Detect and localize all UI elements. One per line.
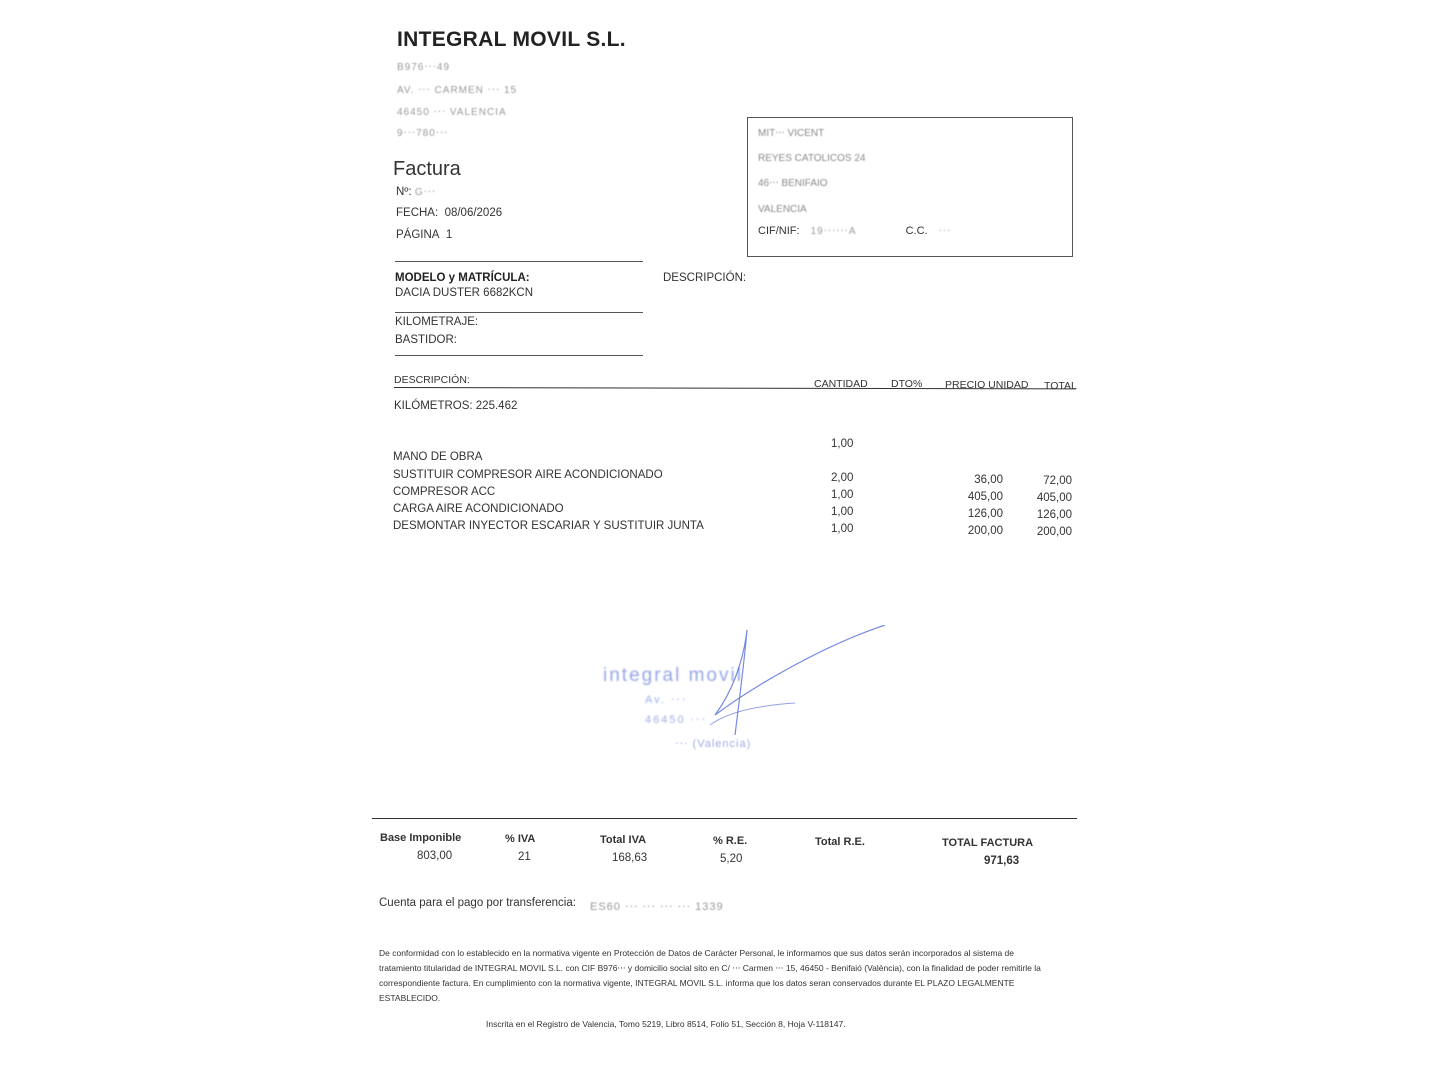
client-cif-label: CIF/NIF: xyxy=(758,225,800,237)
km-note: KILÓMETROS: 225.462 xyxy=(394,400,518,412)
col-description: DESCRIPCIÓN: xyxy=(394,374,470,386)
invoice-page-value: 1 xyxy=(445,229,453,241)
invoice-number-label: Nº: xyxy=(396,186,412,198)
row-unit-price: 405,00 xyxy=(967,491,1003,503)
invoice-total-value: 971,63 xyxy=(984,855,1020,867)
iva-total-value: 168,63 xyxy=(612,852,648,864)
row-description: COMPRESOR ACC xyxy=(393,486,496,498)
registry-note: Inscrita en el Registro de Valencia, Tomo 5219, Libro 8514, Folio 51, Sección 8, Hoja V-118147. xyxy=(486,1019,846,1029)
row-quantity: 1,00 xyxy=(831,506,854,518)
base-value: 803,00 xyxy=(417,850,453,862)
client-cc-label: C.C. xyxy=(905,225,928,237)
invoice-number xyxy=(396,186,436,198)
invoice-date-value: 08/06/2026 xyxy=(444,207,503,219)
re-pct-label: % R.E. xyxy=(713,835,748,847)
row-total: 126,00 xyxy=(1036,509,1072,521)
stamp-line-1: integral movil xyxy=(603,665,743,686)
col-total: TOTAL xyxy=(1044,380,1077,392)
legal-notice: De conformidad con lo establecido en la normativa vigente en Protección de Datos de Carácter Personal, le informamos que sus datos serán incorporados al sistema de tratamiento titularidad de INTEGRAL MOVIL S.L. con CIF B976‧‧‧ y domicilio social sito en C/ ‧‧‧ Carmen ‧‧‧ 15, 46450 - Benifaió (València), con la finalidad de poder remitirle la correspondiente factura. En cumplimiento con la normativa vigente, INTEGRAL MOVIL S.L. informa que los datos seran conservados durante EL PLAZO LEGALMENTE ESTABLECIDO. xyxy=(379,948,1041,1003)
divider xyxy=(395,355,643,356)
row-unit-price: 36,00 xyxy=(974,474,1003,486)
company-cif: B976‧‧‧49 xyxy=(397,62,451,73)
row-description: SUSTITUIR COMPRESOR AIRE ACONDICIONADO xyxy=(393,469,663,481)
divider xyxy=(395,261,643,262)
table-row xyxy=(393,486,1083,502)
client-city: 46‧‧‧ BENIFAIO xyxy=(758,178,828,189)
totals-divider xyxy=(372,818,1077,819)
company-address: AV. ‧‧‧ CARMEN ‧‧‧ 15 xyxy=(397,85,518,96)
divider xyxy=(395,312,643,313)
invoice-page xyxy=(396,229,452,241)
chassis-label: BASTIDOR: xyxy=(395,334,457,346)
col-discount: DTO% xyxy=(891,378,923,390)
stamp-line-2: Av. ‧‧‧ xyxy=(645,694,688,706)
payment-account: ES60 ‧‧‧ ‧‧‧ ‧‧‧ ‧‧‧ 1339 xyxy=(590,901,724,913)
standalone-quantity: 1,00 xyxy=(831,438,854,450)
col-quantity: CANTIDAD xyxy=(814,378,868,390)
base-label: Base Imponible xyxy=(380,832,462,844)
vehicle-description-label: DESCRIPCIÓN: xyxy=(663,272,747,284)
invoice-page-label: PÁGINA xyxy=(396,229,440,241)
row-description: CARGA AIRE ACONDICIONADO xyxy=(393,503,564,515)
client-cif-value: 19‧‧‧‧‧‧A xyxy=(810,226,857,237)
model-label: MODELO y MATRÍCULA: xyxy=(395,272,530,284)
row-quantity: 1,00 xyxy=(831,489,854,501)
table-row xyxy=(393,503,1083,519)
re-total-label: Total R.E. xyxy=(815,836,865,848)
re-pct-value: 5,20 xyxy=(720,853,743,865)
invoice-number-value: G‧‧‧ xyxy=(414,187,437,198)
document-title: Factura xyxy=(393,158,461,180)
company-stamp xyxy=(595,625,895,760)
client-address: REYES CATOLICOS 24 xyxy=(758,153,866,164)
payment-label: Cuenta para el pago por transferencia: xyxy=(379,897,576,909)
row-description: DESMONTAR INYECTOR ESCARIAR Y SUSTITUIR JUNTA xyxy=(393,520,704,532)
iva-total-label: Total IVA xyxy=(600,834,647,846)
invoice-date-label: FECHA: xyxy=(396,207,439,219)
row-unit-price: 126,00 xyxy=(967,508,1003,520)
labor-heading: MANO DE OBRA xyxy=(393,451,483,463)
row-unit-price: 200,00 xyxy=(967,525,1003,537)
company-city: 46450 ‧‧‧ VALENCIA xyxy=(397,107,507,118)
client-box xyxy=(747,117,1073,257)
client-cif xyxy=(758,225,951,237)
iva-pct-value: 21 xyxy=(518,851,531,863)
row-quantity: 1,00 xyxy=(831,523,854,535)
company-phone: 9‧‧‧780‧‧‧ xyxy=(397,128,449,139)
stamp-line-4: ‧‧‧ (Valencia) xyxy=(675,738,752,750)
model-value: DACIA DUSTER 6682KCN xyxy=(395,287,534,299)
company-name: INTEGRAL MOVIL S.L. xyxy=(397,28,626,51)
stamp-line-3: 46450 ‧‧‧ xyxy=(645,714,708,726)
iva-pct-label: % IVA xyxy=(505,833,536,845)
invoice-total-label: TOTAL FACTURA xyxy=(942,837,1034,849)
client-name: MIT‧‧‧ VICENT xyxy=(758,128,825,139)
km-label: KILOMETRAJE: xyxy=(395,316,479,328)
col-unit-price: PRECIO UNIDAD xyxy=(945,379,1029,391)
row-quantity: 2,00 xyxy=(831,472,854,484)
table-row xyxy=(393,520,1083,536)
invoice-date xyxy=(396,207,502,219)
table-row xyxy=(393,469,1083,485)
client-province: VALENCIA xyxy=(758,204,807,215)
table-header-divider xyxy=(394,387,1076,389)
client-cc-value: ‧‧‧ xyxy=(938,226,952,237)
row-total: 72,00 xyxy=(1043,475,1072,487)
row-total: 405,00 xyxy=(1036,492,1072,504)
row-total: 200,00 xyxy=(1036,526,1072,538)
